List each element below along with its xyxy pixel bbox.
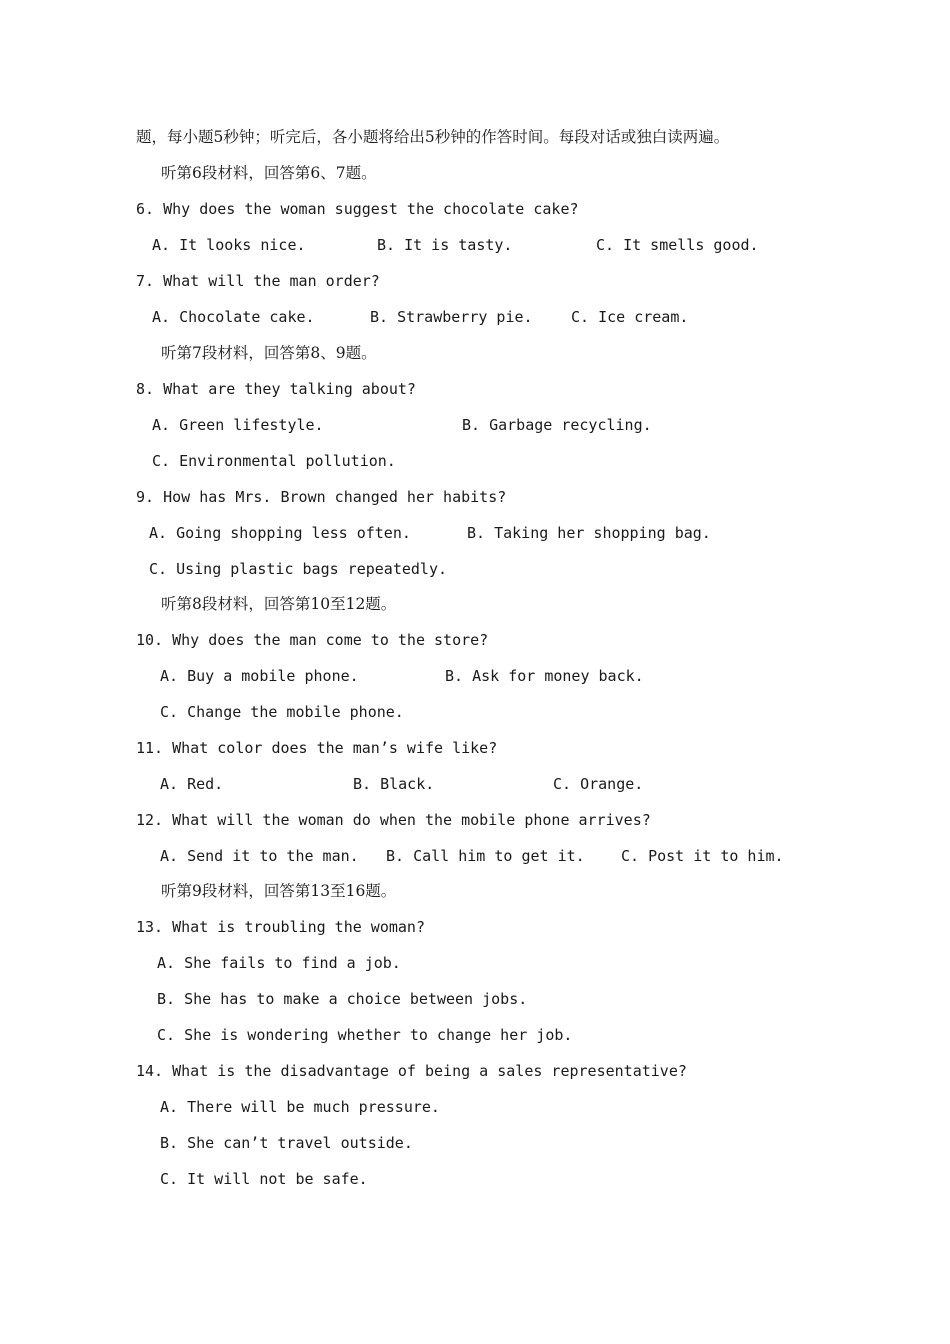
question-14-stem: 14. What is the disadvantage of being a sales representative? — [136, 1062, 687, 1080]
question-8-stem: 8. What are they talking about? — [136, 380, 416, 398]
question-7-option-b: B. Strawberry pie. — [370, 308, 533, 326]
section-7-heading: 听第7段材料，回答第8、9题。 — [161, 344, 377, 362]
section-6-heading: 听第6段材料，回答第6、7题。 — [161, 164, 377, 182]
question-8-option-a: A. Green lifestyle. — [152, 416, 324, 434]
question-8-option-c: C. Environmental pollution. — [152, 452, 396, 470]
question-12-option-c: C. Post it to him. — [621, 847, 784, 865]
question-6-option-b: B. It is tasty. — [377, 236, 513, 254]
question-6-option-c: C. It smells good. — [596, 236, 759, 254]
question-7-option-a: A. Chocolate cake. — [152, 308, 315, 326]
question-10-stem: 10. Why does the man come to the store? — [136, 631, 489, 649]
question-12-stem: 12. What will the woman do when the mobile phone arrives? — [136, 811, 651, 829]
question-12-option-a: A. Send it to the man. — [160, 847, 359, 865]
question-10-option-b: B. Ask for money back. — [445, 667, 644, 685]
section-9-heading: 听第9段材料，回答第13至16题。 — [161, 882, 397, 900]
question-7-stem: 7. What will the man order? — [136, 272, 380, 290]
question-13-stem: 13. What is troubling the woman? — [136, 918, 425, 936]
question-11-option-c: C. Orange. — [553, 775, 644, 793]
question-9-option-a: A. Going shopping less often. — [149, 524, 411, 542]
question-12-option-b: B. Call him to get it. — [386, 847, 585, 865]
instructions-text: 题，每小题5秒钟；听完后，各小题将给出5秒钟的作答时间。每段对话或独白读两遍。 — [136, 128, 730, 146]
question-8-option-b: B. Garbage recycling. — [462, 416, 652, 434]
question-11-option-a: A. Red. — [160, 775, 224, 793]
question-9-stem: 9. How has Mrs. Brown changed her habits? — [136, 488, 507, 506]
question-11-option-b: B. Black. — [353, 775, 435, 793]
question-6-stem: 6. Why does the woman suggest the chocolate cake? — [136, 200, 579, 218]
question-6-option-a: A. It looks nice. — [152, 236, 306, 254]
question-9-option-c: C. Using plastic bags repeatedly. — [149, 560, 448, 578]
question-10-option-a: A. Buy a mobile phone. — [160, 667, 359, 685]
question-13-option-b: B. She has to make a choice between jobs. — [157, 990, 528, 1008]
question-14-option-a: A. There will be much pressure. — [160, 1098, 440, 1116]
section-8-heading: 听第8段材料，回答第10至12题。 — [161, 595, 397, 613]
question-7-option-c: C. Ice cream. — [571, 308, 689, 326]
question-11-stem: 11. What color does the man’s wife like? — [136, 739, 498, 757]
question-9-option-b: B. Taking her shopping bag. — [467, 524, 711, 542]
question-14-option-c: C. It will not be safe. — [160, 1170, 368, 1188]
question-10-option-c: C. Change the mobile phone. — [160, 703, 404, 721]
question-14-option-b: B. She can’t travel outside. — [160, 1134, 413, 1152]
question-13-option-a: A. She fails to find a job. — [157, 954, 401, 972]
question-13-option-c: C. She is wondering whether to change her job. — [157, 1026, 573, 1044]
